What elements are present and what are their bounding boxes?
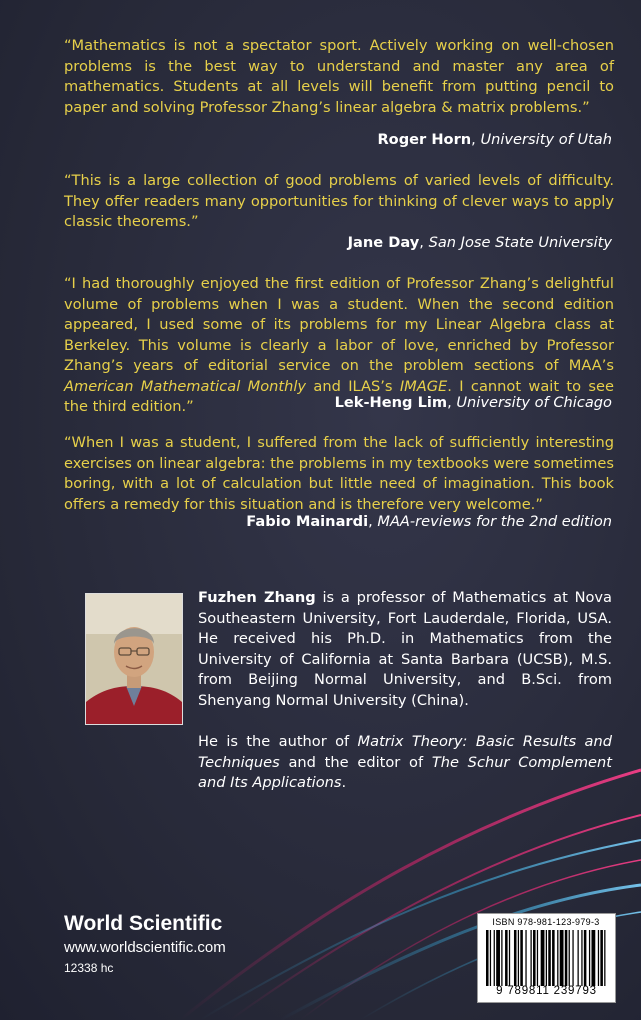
barcode-bar xyxy=(572,930,573,986)
barcode-bars xyxy=(486,930,608,986)
work-title: Matrix Theory: Basic Results and Techniques xyxy=(198,733,612,771)
barcode-bar xyxy=(501,930,502,986)
endorser-affiliation: San Jose State University xyxy=(428,234,612,251)
barcode-bar xyxy=(486,930,489,986)
author-bio-text: is a professor of Mathematics at Nova Southeastern University, Fort Lauderdale, Florida, USA. He received his Ph.D. in Mathematics from the University of California at Santa Barbara (UCSB), M.S. from Beijing Normal University, and B.Sci. from Shenyang Normal University (China). xyxy=(198,589,612,709)
quote-text: and ILAS’s xyxy=(306,377,400,395)
works-text: He is the author of xyxy=(198,733,358,750)
endorsement-attribution: Roger Horn, University of Utah xyxy=(377,131,612,148)
quote-text: . I cannot wait to see the third edition.” xyxy=(64,377,614,415)
barcode-bar xyxy=(520,930,523,986)
endorser-affiliation: University of Chicago xyxy=(456,394,612,411)
endorsement-quote: “This is a large collection of good problems of varied levels of difficulty. They offer readers many opportunities for thinking of clever ways to apply classic theorems.” xyxy=(64,172,614,230)
endorser-name: Jane Day xyxy=(347,234,420,251)
barcode-bar xyxy=(591,930,595,986)
barcode-bar xyxy=(548,930,551,986)
endorsement-quote: “When I was a student, I suffered from the lack of sufficiently interesting exercises on linear algebra: the problems in my textbooks were sometimes boring, with a lot of calculation but little need of imagination. This book offers a remedy for this situation and is therefore very welcome.” xyxy=(64,434,614,513)
barcode-bar xyxy=(490,930,491,986)
author-works xyxy=(198,732,612,794)
barcode-bar xyxy=(525,930,526,986)
barcode-bar xyxy=(600,930,603,986)
barcode-bar xyxy=(584,930,587,986)
endorser-affiliation: University of Utah xyxy=(480,131,612,148)
barcode-bar xyxy=(496,930,500,986)
barcode-bar xyxy=(557,930,558,986)
isbn-label: ISBN 978-981-123-979-3 xyxy=(492,917,600,927)
works-text: . xyxy=(341,774,347,791)
barcode-bar xyxy=(546,930,547,986)
endorser-name: Fabio Mainardi xyxy=(246,513,369,530)
barcode-bar xyxy=(552,930,555,986)
barcode-bar xyxy=(518,930,519,986)
endorser-affiliation: MAA-reviews for the 2nd edition xyxy=(377,513,612,530)
endorser-name: Lek-Heng Lim xyxy=(334,394,448,411)
author-photo xyxy=(85,593,183,725)
barcode-bar xyxy=(569,930,570,986)
barcode-bar xyxy=(533,930,536,986)
barcode-bar xyxy=(514,930,517,986)
barcode-bar xyxy=(604,930,605,986)
endorser-name: Roger Horn xyxy=(377,131,472,148)
barcode-digits: 9 789811 239793 xyxy=(496,985,597,997)
works-text: and the editor of xyxy=(279,753,432,771)
barcode-bar xyxy=(537,930,538,986)
isbn-barcode xyxy=(477,913,616,1003)
barcode-bar xyxy=(560,930,564,986)
endorsement-attribution: Lek-Heng Lim, University of Chicago xyxy=(334,394,612,411)
endorsement-attribution: Fabio Mainardi, MAA-reviews for the 2nd edition xyxy=(246,513,612,530)
barcode-bar xyxy=(494,930,495,986)
endorsement-attribution: Jane Day, San Jose State University xyxy=(347,234,612,251)
quote-publication: IMAGE xyxy=(399,377,448,395)
author-bio xyxy=(198,588,612,711)
work-title: The Schur Complement and Its Applications xyxy=(198,753,612,791)
barcode-bar xyxy=(509,930,510,986)
endorsement-quote: “Mathematics is not a spectator sport. Actively working on well-chosen problems is the best way to understand and master any area of mathematics. Students at all levels will benefit from putting pencil to paper and solving Professor Zhang’s linear algebra & matrix problems.” xyxy=(64,37,614,116)
author-name: Fuzhen Zhang xyxy=(198,589,316,606)
barcode-bar xyxy=(505,930,508,986)
publisher-name: World Scientific xyxy=(64,912,223,935)
quote-publication: American Mathematical Monthly xyxy=(64,377,307,395)
barcode-bar xyxy=(598,930,599,986)
barcode-bar xyxy=(589,930,590,986)
quote-text: “I had thoroughly enjoyed the first edition of Professor Zhang’s delightful volume of problems when I was a student. When the second edition appeared, I used some of its problems for my Linear Algebra class at Berkeley. This volume is clearly a labor of love, enriched by Professor Zhang’s years of editorial service on the problem sections of MAA’s xyxy=(64,275,614,374)
barcode-bar xyxy=(565,930,568,986)
publisher-block xyxy=(64,912,226,976)
barcode-bar xyxy=(530,930,531,986)
barcode-bar xyxy=(581,930,582,986)
barcode-bar xyxy=(541,930,545,986)
barcode-bar xyxy=(578,930,579,986)
publisher-url: www.worldscientific.com xyxy=(64,939,226,956)
publisher-code: 12338 hc xyxy=(64,961,114,975)
